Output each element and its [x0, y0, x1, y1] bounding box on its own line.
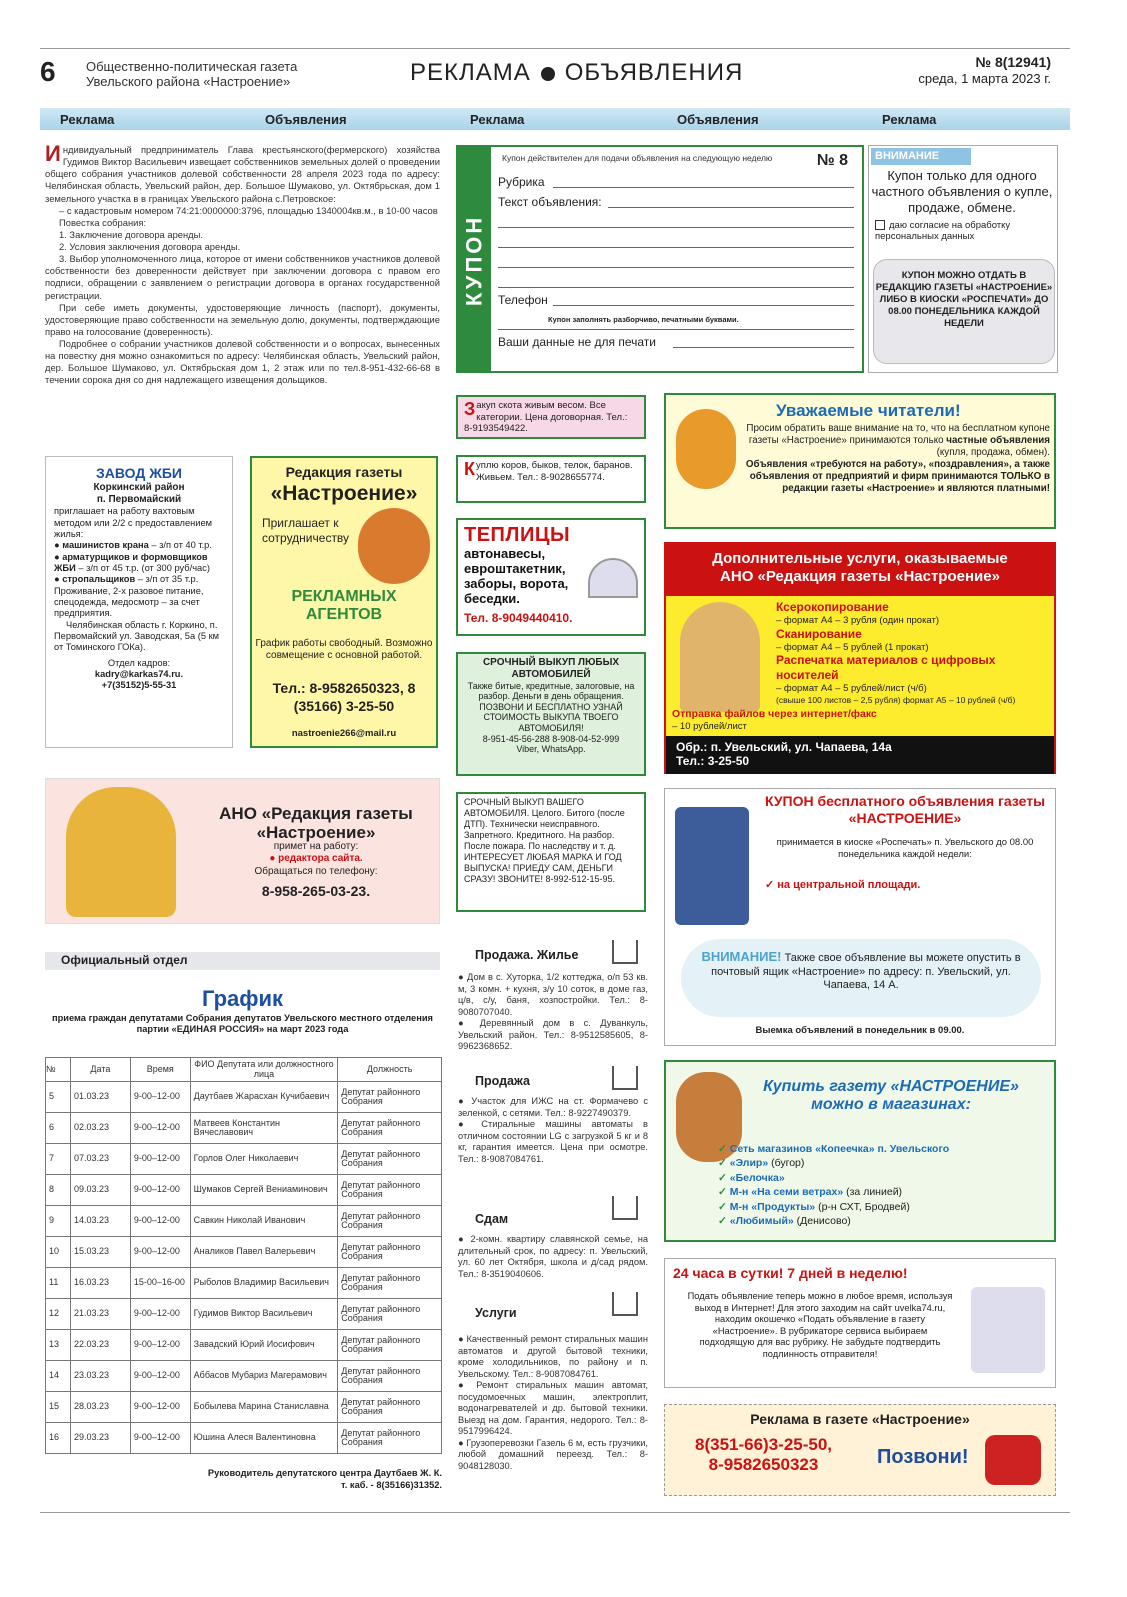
service-name: Сканирование — [776, 626, 862, 641]
redy-email: nastroenie266@mail.ru — [291, 728, 397, 739]
ad-greenhouses — [456, 518, 646, 636]
shop-name: М-н «Продукты» — [729, 1200, 816, 1213]
table-row — [46, 1082, 442, 1113]
check-icon: ✓ — [718, 1157, 727, 1170]
ad-text-line[interactable] — [498, 227, 854, 228]
shop-item — [718, 1142, 949, 1156]
classified-item: ● Дом в с. Хуторка, 1/2 коттеджа, о/п 53 кв. м, 3 комн. + кухня, з/у 10 соток, в доме газ, ц/в, с/у, баня, хозпостройки. Тел.: 8-9080707040. — [458, 972, 648, 1017]
zhbi-title: ЗАВОД ЖБИ — [96, 465, 182, 481]
top-rule — [40, 48, 1070, 49]
signer-line: Руководитель депутатского центра Даутбаев Ж. К. — [207, 1468, 442, 1478]
row-date: 07.03.23 — [70, 1144, 130, 1175]
issue-info — [918, 54, 1051, 86]
coupon-validity: Купон действителен для подачи объявления на следующую неделю — [502, 153, 773, 163]
online-submission — [664, 1258, 1056, 1388]
row-deputy: Савкин Николай Иванович — [190, 1206, 338, 1237]
land-meeting-notice — [45, 141, 440, 387]
redy-schedule: График работы свободный. Возможно совмещение с основной работой. — [255, 638, 433, 662]
advertising-phone: 8-9582650323 — [708, 1454, 819, 1474]
row-deputy: Гудимов Виктор Васильевич — [190, 1299, 338, 1330]
zhbi-conditions: Проживание, 2-х разовое питание, спецодежда, медосмотр – за счет предприятия. — [54, 585, 204, 619]
advertising-contacts — [664, 1404, 1056, 1496]
ad-zhbi-plant — [45, 456, 233, 748]
table-row — [46, 1206, 442, 1237]
schedule-signer — [45, 1468, 442, 1491]
classified-heading: Продажа. Жилье — [475, 948, 579, 962]
publication-name — [86, 60, 297, 90]
redy-agents: РЕКЛАМНЫХ АГЕНТОВ — [291, 588, 397, 624]
shop-item — [718, 1200, 949, 1214]
row-number: 7 — [46, 1144, 71, 1175]
zhbi-address: Челябинская область г. Коркино, п. Первомайский ул. Заводская, 5а (5 км от Томинского ГОКа). — [54, 619, 220, 653]
service-price: (свыше 100 листов – 2,5 рубля) формат А5 – 10 рублей (ч/б) — [776, 694, 1016, 705]
classified-block — [458, 1096, 648, 1165]
notice-item: 3. Выбор уполномоченного лица, которое от имени собственников участников долевой собственности без доверенности действует при заключении договора с правом его подписи, обращении с заявлением о регистрации договора в органах государственной регистрации. — [45, 253, 440, 301]
classified-item: ● Стиральные машины автоматы в отличном состоянии LG с загрузкой 5 кг и 8 кг, гарантия имеется. Цена при осмотре. Тел.: 8-9087084761. — [458, 1119, 648, 1164]
row-time: 9-00–12-00 — [130, 1206, 190, 1237]
shop-list — [718, 1142, 949, 1229]
shop-note: (р-н СХТ, Бродвей) — [818, 1200, 910, 1213]
free-coupon-body: принимается в киоске «Роспечать» п. Увельского до 08.00 понедельника каждой недели: — [776, 837, 1034, 861]
row-date: 02.03.23 — [70, 1113, 130, 1144]
bullet-dot — [541, 67, 555, 81]
notice-docs: При себе иметь документы, удостоверяющие личность (паспорт), документы, удостоверяющие право собственности на земельную долю, документы, подтверждающие право на голосование (доверенность). — [45, 301, 440, 337]
row-number: 16 — [46, 1423, 71, 1454]
notice-more: Подробнее о собрании участников долевой собственности и о вопросах, вынесенных на повестку дня можно ознакомиться по адресу: Челябинская область, Увельский район, дер. Большое Шумаково, ул. Октябрьская дом 1, 2 этаж или по тел.8-951-432-66-68 в течении сорока дня со дня надлежащего извещения дольщиков. — [45, 338, 440, 386]
services-title-2: АНО «Редакция газеты «Настроение» — [720, 568, 1000, 585]
rubric-label: Рубрика — [498, 175, 545, 189]
row-time: 15-00–16-00 — [130, 1268, 190, 1299]
issue-number: № 8(12941) — [975, 54, 1051, 70]
coupon-attention — [868, 145, 1058, 373]
table-row — [46, 1237, 442, 1268]
row-position: Депутат районного Собрания — [338, 1299, 442, 1330]
ad-title: СРОЧНЫЙ ВЫКУП ЛЮБЫХ АВТОМОБИЛЕЙ — [482, 657, 620, 680]
ano-phone: 8-958-265-03-23. — [261, 883, 371, 899]
section-right: ОБЪЯВЛЕНИЯ — [564, 59, 744, 86]
ad-text: акуп скота живым весом. Все категории. Цена договорная. Тел.: 8-9193549422. — [464, 400, 628, 435]
ad-cows — [456, 455, 646, 503]
row-deputy: Аналиков Павел Валерьевич — [190, 1237, 338, 1268]
ad-phone: 8-951-45-56-288 8-908-04-52-999 — [482, 733, 620, 744]
table-row — [46, 1268, 442, 1299]
notice-item: 1. Заключение договора аренды. — [59, 228, 203, 240]
ad-livestock — [456, 395, 646, 439]
readers-body — [732, 423, 1050, 495]
table-row — [46, 1144, 442, 1175]
house-icon — [612, 1196, 638, 1220]
readers-notice — [664, 393, 1056, 529]
signer-line: т. каб. - 8(35166)31352. — [341, 1479, 442, 1490]
readers-p1-end: (купля, продажа, обмен). — [936, 446, 1050, 458]
readers-p1-bold: частные объявления — [946, 434, 1050, 446]
computer-icon — [971, 1287, 1045, 1373]
row-position: Депутат районного Собрания — [338, 1144, 442, 1175]
row-date: 15.03.23 — [70, 1237, 130, 1268]
table-row — [46, 1361, 442, 1392]
row-date: 28.03.23 — [70, 1392, 130, 1423]
attention-text: Также свое объявление вы можете опустить в почтовый ящик «Настроение» по адресу: п. Увельский, ул. Чапаева, 14 А. — [711, 952, 1021, 992]
ad-site-editor — [45, 778, 440, 924]
classified-item: ● Качественный ремонт стиральных машин автоматов и другой бытовой техники, кроме холодильников, по району и п. Увельскому. Тел.: 8-9087084761. — [458, 1334, 648, 1379]
row-time: 9-00–12-00 — [130, 1082, 190, 1113]
row-number: 6 — [46, 1113, 71, 1144]
check-icon: ✓ — [718, 1186, 727, 1199]
ano-body — [196, 841, 436, 878]
classified-item: ● 2-комн. квартиру славянской семье, на длительный срок, по адресу: п. Увельский, ул. 60 лет Октября, школа и д/сад рядом. Тел.: 8-3519040606. — [458, 1234, 648, 1279]
shop-note: (бугор) — [771, 1157, 805, 1170]
job-pay: – з/п от 45 т.р. (от 300 руб/час) — [78, 563, 210, 574]
row-deputy: Завадский Юрий Иосифович — [190, 1330, 338, 1361]
megaphone-mascot-icon — [676, 409, 736, 489]
row-position: Депутат районного Собрания — [338, 1082, 442, 1113]
row-deputy: Аббасов Мубариз Магерамович — [190, 1361, 338, 1392]
row-deputy: Шумаков Сергей Вениаминович — [190, 1175, 338, 1206]
online-body: Подать объявление теперь можно в любое время, используя выход в Интернет! Для этого заходим на сайт uvelka74.ru, находим окошечко «Подать объявление в газету «Настроение». В рубрикаторе сервиса выбираем подходящую для вас рубрику. Не забудьте подтвердить подлинность отправителя! — [687, 1291, 953, 1359]
shop-note: (Денисово) — [796, 1215, 851, 1228]
row-number: 9 — [46, 1206, 71, 1237]
check-icon: ✓ — [718, 1143, 727, 1155]
service-price: – формат А4 – 3 рубля (один прокат) — [776, 614, 940, 626]
advertising-phone: 8(351-66)3-25-50, — [695, 1435, 833, 1454]
job-pay: – з/п от 40 т.р. — [151, 540, 212, 551]
classified-heading: Услуги — [475, 1306, 517, 1320]
check-icon: ✓ — [718, 1171, 727, 1184]
col-header: Дата — [70, 1058, 130, 1082]
row-time: 9-00–12-00 — [130, 1423, 190, 1454]
row-position: Депутат районного Собрания — [338, 1330, 442, 1361]
mailbox-attention — [681, 939, 1041, 1017]
call-prompt: Позвони! — [877, 1446, 969, 1468]
phone-field[interactable] — [553, 305, 854, 306]
table-row — [46, 1175, 442, 1206]
table-row — [46, 1299, 442, 1330]
check-icon: ✓ — [718, 1215, 727, 1228]
row-deputy: Матвеев Константин Вячеславович — [190, 1113, 338, 1144]
shop-name: Сеть магазинов «Копеечка» п. Увельского — [729, 1143, 950, 1155]
section-title — [410, 58, 743, 87]
classified-item: ● Деревянный дом в с. Дуванкуль, Увельский район. Тел.: 8-9512585605, 8-9962368652. — [458, 1018, 648, 1052]
readers-p2: Объявления «требуются на работу», «поздравления», а также объявления от предприятий и фирм принимаются ТОЛЬКО в редакции газеты «Настроение» и являются платными! — [745, 458, 1050, 494]
classified-item: ● Ремонт стиральных машин автомат, посудомоечных машин, электроплит, водонагревателей и др. бытовой техники. Выезд на дом. Гарантия, недорого. Тел.: 8-9517996424. — [458, 1380, 648, 1437]
row-date: 14.03.23 — [70, 1206, 130, 1237]
coupon-band-label: КУПОН — [461, 214, 487, 307]
col-header: ФИО Депутата или должностного лица — [190, 1058, 338, 1082]
service-fax — [672, 708, 877, 732]
advertising-title: Реклама в газете «Настроение» — [750, 1411, 970, 1427]
shop-item — [718, 1214, 949, 1228]
classified-item: ● Участок для ИЖС на ст. Формачево с зеленкой, с сетями. Тел.: 8-9227490379. — [458, 1096, 648, 1118]
row-deputy: Бобылева Марина Станиславна — [190, 1392, 338, 1423]
job-title: арматурщиков и формовщиков ЖБИ — [54, 551, 208, 574]
table-body — [46, 1082, 442, 1454]
schedule-title: График — [201, 986, 284, 1011]
zhbi-email: kadry@karkas74.ru. — [94, 669, 184, 680]
row-date: 21.03.23 — [70, 1299, 130, 1330]
free-coupon-place: ✓ на центральной площади. — [765, 879, 921, 891]
coupon-dropoff-info: КУПОН МОЖНО ОТДАТЬ В РЕДАКЦИЮ ГАЗЕТЫ «НАСТРОЕНИЕ» ЛИБО В КИОСКИ «РОСПЕЧАТИ» ДО 08.00 ПОНЕДЕЛЬНИКА КАЖДОЙ НЕДЕЛИ — [873, 259, 1055, 364]
row-position: Депутат районного Собрания — [338, 1268, 442, 1299]
zhbi-job: ● стропальщиков – з/п от 35 т.р. — [54, 574, 199, 585]
schedule-title-block — [45, 986, 440, 1035]
agent-photo — [358, 508, 430, 584]
zhbi-job: ● арматурщиков и формовщиков ЖБИ – з/п от 45 т.р. (от 300 руб/час) — [54, 551, 210, 574]
services-contacts — [666, 736, 1054, 774]
shop-item — [718, 1185, 949, 1199]
attention-text: Купон только для одного частного объявления о купле, продаже, обмене. — [871, 168, 1053, 215]
col-header: Время — [130, 1058, 190, 1082]
zhbi-sub: Коркинский район — [93, 482, 185, 494]
notice-item: 2. Условия заключения договора аренды. — [59, 241, 241, 252]
official-section-header: Официальный отдел — [45, 952, 440, 970]
issue-date: среда, 1 марта 2023 г. — [918, 70, 1051, 86]
row-time: 9-00–12-00 — [130, 1144, 190, 1175]
row-date: 22.03.23 — [70, 1330, 130, 1361]
ano-position-text: редактора сайта. — [278, 853, 363, 865]
classified-item: ● Грузоперевозки Газель 6 м, есть грузчики, любой домашний переезд. Тел.: 8-9048128030. — [458, 1437, 648, 1471]
shop-name: «Элир» — [729, 1157, 769, 1170]
ribbon-label: Реклама — [882, 112, 937, 127]
row-number: 5 — [46, 1082, 71, 1113]
ad-text: уплю коров, быков, телок, баранов. Живьем. Тел.: 8-9028655774. — [476, 460, 633, 483]
row-deputy: Юшина Алеся Валентиновна — [190, 1423, 338, 1454]
table-row — [46, 1392, 442, 1423]
check-icon: ✓ — [718, 1200, 727, 1213]
service-name: Отправка файлов через интернет/факс — [672, 708, 877, 720]
notice-parcel: – с кадастровым номером 74:21:0000000:3796, площадью 1340004кв.м., в 10-00 часов — [59, 204, 438, 216]
ano-position: ● редактора сайта. — [269, 853, 363, 865]
service-price: – формат А4 – 5 рублей/лист (ч/б) — [776, 683, 927, 695]
mailbox-icon — [675, 807, 749, 925]
redy-invite: Приглашает к сотрудничеству — [262, 516, 350, 545]
ad-hiring-agents — [250, 456, 438, 748]
shop-note: (за линией) — [846, 1186, 903, 1199]
tools-icon — [612, 1292, 638, 1316]
row-time: 9-00–12-00 — [130, 1361, 190, 1392]
ano-line: Обращаться по телефону: — [254, 865, 378, 877]
ad-text-line[interactable] — [608, 207, 854, 208]
rubric-field[interactable] — [553, 187, 854, 188]
attention-word: ВНИМАНИЕ! — [701, 949, 782, 964]
row-number: 13 — [46, 1330, 71, 1361]
col-header: № — [46, 1058, 71, 1082]
divider — [498, 329, 854, 330]
shop-name: М-н «На семи ветрах» — [729, 1186, 844, 1199]
shop-name: «Белочка» — [729, 1171, 785, 1184]
advertising-phones — [695, 1435, 832, 1474]
ad-car-buyout — [456, 652, 646, 776]
page-number: 6 — [40, 56, 56, 87]
zhbi-job: ● машинистов крана – з/п от 40 т.р. — [54, 540, 212, 551]
coupon-band — [458, 147, 491, 371]
reporter-illustration-icon — [66, 787, 176, 917]
services-list — [776, 600, 1056, 705]
ribbon-label: Объявления — [677, 112, 759, 127]
consent-label: даю согласие на обработку персональных данных — [875, 220, 1011, 243]
classified-heading: Сдам — [475, 1212, 509, 1226]
redy-title-2: «Настроение» — [270, 482, 418, 506]
row-deputy: Рыболов Владимир Васильевич — [190, 1268, 338, 1299]
row-position: Депутат районного Собрания — [338, 1237, 442, 1268]
row-position: Депутат районного Собрания — [338, 1206, 442, 1237]
table-row — [46, 1330, 442, 1361]
notice-lead: ндивидуальный предприниматель Глава крестьянского(фермерского) хозяйства Гудимов Виктор Васильевич извещает собственников земельных долей о проведении общего собрания участников долевой собственности 28 апреля 2023 года по адресу: Челябинская область, Увельский район, дер. Большое Шумаково, ул. Октябрьская, дом 1 земельного участка в в границах Увельского района с.Петровское: — [45, 144, 440, 204]
row-position: Депутат районного Собрания — [338, 1423, 442, 1454]
zhbi-intro: приглашает на работу вахтовым методом или 2/2 с предоставлением жилья: — [54, 506, 213, 540]
free-coupon-place-text: на центральной площади. — [777, 879, 921, 891]
pickup-time: Выемка объявлений в понедельник в 09.00. — [755, 1025, 965, 1036]
ribbon-label: Объявления — [265, 112, 347, 127]
category-ribbon — [40, 108, 1070, 130]
classified-heading: Продажа — [475, 1074, 530, 1088]
ribbon-label: Реклама — [470, 112, 525, 127]
service-price: – 10 рублей/лист — [672, 720, 747, 732]
zhbi-hr: Отдел кадров: — [107, 657, 171, 668]
ad-text: Также битые, кредитные, залоговые, на разбор. Деньги в день обращения. ПОЗВОНИ И БЕСПЛАТНО УЗНАЙ СТОИМОСТЬ ВЫКУПА ТВОЕГО АВТОМОБИЛЯ! — [467, 680, 635, 734]
drop-cap: К — [464, 459, 475, 479]
consent-checkbox[interactable] — [875, 220, 885, 230]
ad-coupon-form — [456, 145, 864, 373]
classified-block — [458, 1234, 648, 1280]
row-position: Депутат районного Собрания — [338, 1392, 442, 1423]
zhbi-sub: п. Первомайский — [96, 494, 182, 506]
publication-line-2: Увельского района «Настроение» — [86, 73, 291, 89]
services-phone: Тел.: 3-25-50 — [676, 754, 750, 769]
ribbon-label: Реклама — [60, 112, 115, 127]
schedule-subtitle: приема граждан депутатами Собрания депутатов Увельского местного отделения партии «ЕДИНАЯ РОССИЯ» на март 2023 года — [52, 1012, 433, 1034]
coupon-hint: Купон заполнять разборчиво, печатными буквами. — [548, 315, 739, 324]
ad-subtitle: автонавесы, евроштакетник, заборы, ворота, беседки. — [464, 546, 569, 607]
services-body — [666, 596, 1054, 736]
where-to-buy — [664, 1060, 1056, 1242]
row-number: 11 — [46, 1268, 71, 1299]
attention-tag: ВНИМАНИЕ — [871, 148, 971, 165]
coupon-number: № 8 — [816, 152, 848, 169]
notice-agenda: Повестка собрания: — [59, 216, 147, 228]
ad-text-line[interactable] — [498, 267, 854, 268]
services-header — [666, 544, 1054, 596]
online-title: 24 часа в сутки! 7 дней в неделю! — [673, 1265, 908, 1281]
worker-illustration-icon — [680, 602, 760, 712]
services-title-1: Дополнительные услуги, оказываемые — [712, 550, 1008, 567]
row-date: 23.03.23 — [70, 1361, 130, 1392]
col-header: Должность — [338, 1058, 442, 1082]
job-title: машинистов крана — [62, 540, 149, 551]
phone-label: Телефон — [498, 293, 548, 307]
row-time: 9-00–12-00 — [130, 1113, 190, 1144]
service-name: Ксерокопирование — [776, 600, 889, 614]
ad-text-line[interactable] — [498, 287, 854, 288]
row-number: 15 — [46, 1392, 71, 1423]
telephone-icon — [985, 1435, 1041, 1485]
ad-text-label: Текст объявления: — [498, 195, 602, 209]
shop-item — [718, 1171, 949, 1185]
radiator-icon — [612, 1066, 638, 1090]
private-data-label: Ваши данные не для печати — [498, 335, 657, 349]
free-coupon-title: КУПОН бесплатного объявления газеты «НАСТРОЕНИЕ» — [764, 793, 1046, 826]
services-address: Обр.: п. Увельский, ул. Чапаева, 14а — [676, 740, 892, 754]
additional-services — [664, 542, 1056, 774]
greenhouse-icon — [588, 558, 638, 598]
row-position: Депутат районного Собрания — [338, 1113, 442, 1144]
row-time: 9-00–12-00 — [130, 1237, 190, 1268]
row-deputy: Горлов Олег Николаевич — [190, 1144, 338, 1175]
ad-text-line[interactable] — [498, 247, 854, 248]
readers-p1: Просим обратить ваше внимание на то, что на бесплатном купоне газеты «Настроение» принимаются только — [746, 423, 1050, 446]
readers-title: Уважаемые читатели! — [776, 401, 961, 420]
consent-checkbox-row[interactable] — [875, 220, 1053, 243]
house-icon — [612, 940, 638, 964]
row-number: 12 — [46, 1299, 71, 1330]
row-number: 10 — [46, 1237, 71, 1268]
row-time: 9-00–12-00 — [130, 1299, 190, 1330]
job-pay: – з/п от 35 т.р. — [137, 574, 199, 585]
row-date: 01.03.23 — [70, 1082, 130, 1113]
row-date: 16.03.23 — [70, 1268, 130, 1299]
bottom-rule — [40, 1512, 1070, 1513]
row-position: Депутат районного Собрания — [338, 1361, 442, 1392]
service-price: – формат А4 – 5 рублей (1 прокат) — [776, 641, 929, 653]
classified-block — [458, 1334, 648, 1472]
row-time: 9-00–12-00 — [130, 1392, 190, 1423]
drop-cap: З — [464, 399, 476, 419]
shop-item — [718, 1156, 949, 1170]
ad-phone: Тел. 8-9049440410. — [464, 611, 573, 626]
row-number: 14 — [46, 1361, 71, 1392]
row-date: 29.03.23 — [70, 1423, 130, 1454]
row-position: Депутат районного Собрания — [338, 1175, 442, 1206]
service-name: Распечатка материалов с цифровых носителей — [776, 653, 996, 683]
shops-title: Купить газету «НАСТРОЕНИЕ» можно в магазинах: — [763, 1078, 1019, 1113]
shop-name: «Любимый» — [729, 1215, 794, 1228]
drop-cap: И — [45, 141, 61, 166]
ad-messengers: Viber, WhatsApp. — [516, 744, 586, 755]
redy-title-1: Редакция газеты — [285, 464, 403, 480]
row-number: 8 — [46, 1175, 71, 1206]
ano-line: примет на работу: — [273, 841, 359, 852]
deputy-schedule-table — [45, 1057, 442, 1454]
row-date: 09.03.23 — [70, 1175, 130, 1206]
zhbi-phone: +7(35152)5-55-31 — [101, 680, 177, 691]
classified-block — [458, 972, 648, 1053]
ad-title: ТЕПЛИЦЫ — [464, 524, 571, 546]
ad-car-buyout-2: СРОЧНЫЙ ВЫКУП ВАШЕГО АВТОМОБИЛЯ. Целого. Битого (после ДТП). Технически неисправного. Запретного. Кредитного. На разбор. После пожара. По наследству и т. д. ИНТЕРЕСУЕТ ЛЮБАЯ МАРКА И ГОД ВЫПУСКА! ПРИЕДУ САМ, ДЕНЬГИ СРАЗУ! ЗВОНИТЕ! 8-992-512-15-95. — [456, 792, 646, 912]
row-time: 9-00–12-00 — [130, 1175, 190, 1206]
redy-phone: Тел.: 8-9582650323, 8 (35166) 3-25-50 — [272, 680, 416, 714]
table-row — [46, 1423, 442, 1454]
row-time: 9-00–12-00 — [130, 1330, 190, 1361]
row-deputy: Даутбаев Жарасхан Кучибаевич — [190, 1082, 338, 1113]
ano-title: АНО «Редакция газеты «Настроение» — [219, 804, 413, 842]
table-row — [46, 1113, 442, 1144]
publication-line-1: Общественно-политическая газета — [86, 59, 298, 74]
private-data-field[interactable] — [673, 347, 854, 348]
job-title: стропальщиков — [62, 574, 136, 585]
section-left: РЕКЛАМА — [410, 59, 531, 86]
table-header-row — [46, 1058, 442, 1082]
free-coupon-info — [664, 788, 1056, 1046]
